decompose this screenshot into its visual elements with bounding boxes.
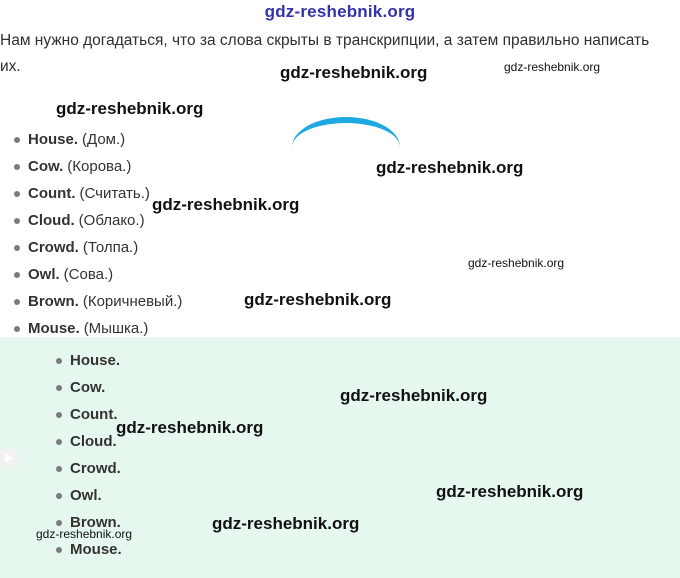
decorative-arc [292,117,400,147]
play-icon[interactable] [0,449,18,467]
bullet-icon [56,439,62,445]
word: Brown. [28,293,79,310]
list-item [52,482,122,509]
watermark: gdz-reshebnik.org [468,256,565,270]
word-list-with-translations [10,126,182,342]
word: Cow. [28,158,64,175]
list-item [52,374,122,401]
translation: (Коричневый.) [82,293,183,310]
word: Count. [28,185,76,202]
word: Owl. [70,487,102,504]
watermark: gdz-reshebnik.org [244,290,392,309]
word: Crowd. [70,460,121,477]
watermark: gdz-reshebnik.org [436,482,584,501]
word: Mouse. [70,541,122,558]
bullet-icon [56,493,62,499]
word: Cloud. [28,212,75,229]
list-item [52,455,122,482]
translation: (Считать.) [79,185,150,202]
translation: (Сова.) [63,266,114,283]
list-item [52,428,122,455]
translation: (Мышка.) [83,320,149,337]
intro-text: Нам нужно догадаться, что за слова скрыты в транскрипции, а затем правильно написать их. [0,32,650,75]
watermark: gdz-reshebnik.org [340,386,488,405]
bullet-icon [14,137,20,143]
bullet-icon [14,245,20,251]
bullet-icon [56,385,62,391]
list-item [52,401,122,428]
watermark: gdz-reshebnik.org [152,195,300,214]
translation: (Дом.) [82,131,126,148]
word: Owl. [28,266,60,283]
word: Cow. [70,379,106,396]
bullet-icon [14,218,20,224]
bullet-icon [56,466,62,472]
translation: (Облако.) [78,212,145,229]
word: Crowd. [28,239,79,256]
bullet-icon [56,412,62,418]
watermark: gdz-reshebnik.org [116,418,264,437]
bullet-icon [56,358,62,364]
watermark: gdz-reshebnik.org [280,63,428,82]
watermark: gdz-reshebnik.org [36,527,133,541]
translation: (Корова.) [67,158,132,175]
list-item [10,288,182,315]
bullet-icon [56,520,62,526]
bullet-icon [14,272,20,278]
bullet-icon [14,299,20,305]
bullet-icon [56,547,62,553]
header-watermark: gdz-reshebnik.org [264,2,416,21]
word: House. [28,131,79,148]
word: Brown. [70,514,121,531]
bullet-icon [14,164,20,170]
list-item [52,347,122,374]
watermark: gdz-reshebnik.org [504,60,601,74]
bullet-icon [14,191,20,197]
list-item [10,153,182,180]
list-item [10,261,182,288]
translation: (Толпа.) [82,239,139,256]
list-item [10,126,182,153]
watermark: gdz-reshebnik.org [212,514,360,533]
word: House. [70,352,121,369]
watermark: gdz-reshebnik.org [56,99,204,118]
word: Mouse. [28,320,80,337]
list-item [10,234,182,261]
watermark: gdz-reshebnik.org [376,158,524,177]
word: Cloud. [70,433,117,450]
bullet-icon [14,326,20,332]
word: Count. [70,406,118,423]
